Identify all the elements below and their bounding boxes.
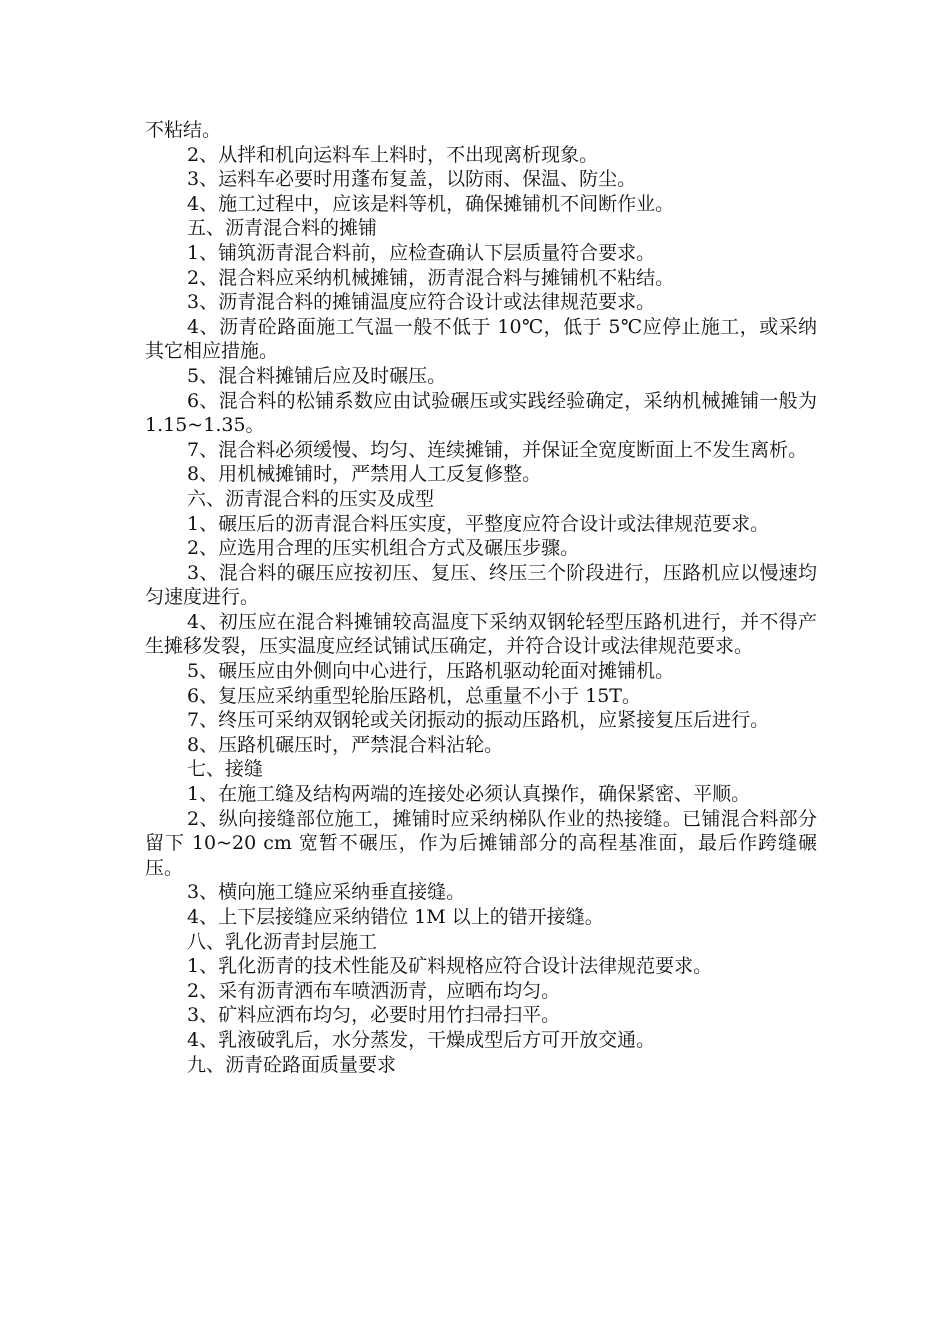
paragraph: 七、接缝	[187, 758, 264, 781]
paragraph: 4、初压应在混合料摊铺较高温度下采纳双钢轮轻型压路机进行，并不得产生摊移发裂，压实温度应经试铺试压确定，并符合设计或法律规范要求。	[145, 610, 817, 658]
paragraph: 八、乳化沥青封层施工	[187, 930, 378, 953]
paragraph: 4、施工过程中，应该是料等机，确保摊铺机不间断作业。	[187, 192, 675, 215]
paragraph: 2、纵向接缝部位施工，摊铺时应采纳梯队作业的热接缝。已铺混合料部分留下 10~20 cm 宽暂不碾压，作为后摊铺部分的高程基准面，最后作跨缝碾压。	[145, 807, 817, 879]
paragraph: 7、终压可采纳双钢轮或关闭振动的振动压路机，应紧接复压后进行。	[187, 709, 770, 732]
paragraph: 8、用机械摊铺时，严禁用人工反复修整。	[187, 463, 542, 486]
paragraph: 1、碾压后的沥青混合料压实度，平整度应符合设计或法律规范要求。	[187, 512, 770, 535]
paragraph: 4、上下层接缝应采纳错位 1M 以上的错开接缝。	[187, 906, 604, 928]
paragraph: 3、横向施工缝应采纳垂直接缝。	[187, 881, 466, 904]
paragraph: 6、混合料的松铺系数应由试验碾压或实践经验确定，采纳机械摊铺一般为 1.15~1.35。	[145, 389, 817, 437]
paragraph: 不粘结。	[145, 119, 222, 141]
paragraph: 1、乳化沥青的技术性能及矿料规格应符合设计法律规范要求。	[187, 955, 713, 978]
paragraph: 2、从拌和机向运料车上料时，不出现离析现象。	[187, 143, 599, 166]
paragraph: 4、乳液破乳后，水分蒸发，干燥成型后方可开放交通。	[187, 1028, 656, 1051]
paragraph: 5、碾压应由外侧向中心进行，压路机驱动轮面对摊铺机。	[187, 660, 675, 683]
paragraph: 2、混合料应采纳机械摊铺，沥青混合料与摊铺机不粘结。	[187, 266, 675, 289]
paragraph: 2、采有沥青洒布车喷洒沥青，应晒布均匀。	[187, 979, 561, 1002]
paragraph: 3、运料车必要时用蓬布复盖，以防雨、保温、防尘。	[187, 168, 637, 191]
paragraph: 1、在施工缝及结构两端的连接处必须认真操作，确保紧密、平顺。	[187, 783, 751, 806]
paragraph: 3、矿料应洒布均匀，必要时用竹扫帚扫平。	[187, 1004, 561, 1027]
paragraph: 九、沥青砼路面质量要求	[187, 1053, 397, 1076]
paragraph: 五、沥青混合料的摊铺	[187, 217, 378, 240]
document-body	[145, 118, 817, 1077]
paragraph: 3、沥青混合料的摊铺温度应符合设计或法律规范要求。	[187, 291, 656, 314]
paragraph: 3、混合料的碾压应按初压、复压、终压三个阶段进行，压路机应以慢速均匀速度进行。	[145, 561, 817, 609]
paragraph: 7、混合料必须缓慢、均匀、连续摊铺，并保证全宽度断面上不发生离析。	[187, 438, 808, 461]
paragraph: 8、压路机碾压时，严禁混合料沾轮。	[187, 733, 504, 756]
paragraph: 4、沥青砼路面施工气温一般不低于 10℃，低于 5℃应停止施工，或采纳其它相应措施。	[145, 315, 817, 363]
paragraph: 六、沥青混合料的压实及成型	[187, 487, 435, 510]
paragraph: 1、铺筑沥青混合料前，应检查确认下层质量符合要求。	[187, 241, 656, 264]
paragraph: 2、应选用合理的压实机组合方式及碾压步骤。	[187, 537, 580, 560]
paragraph: 6、复压应采纳重型轮胎压路机，总重量不小于 15T。	[187, 684, 641, 707]
paragraph: 5、混合料摊铺后应及时碾压。	[187, 364, 447, 387]
